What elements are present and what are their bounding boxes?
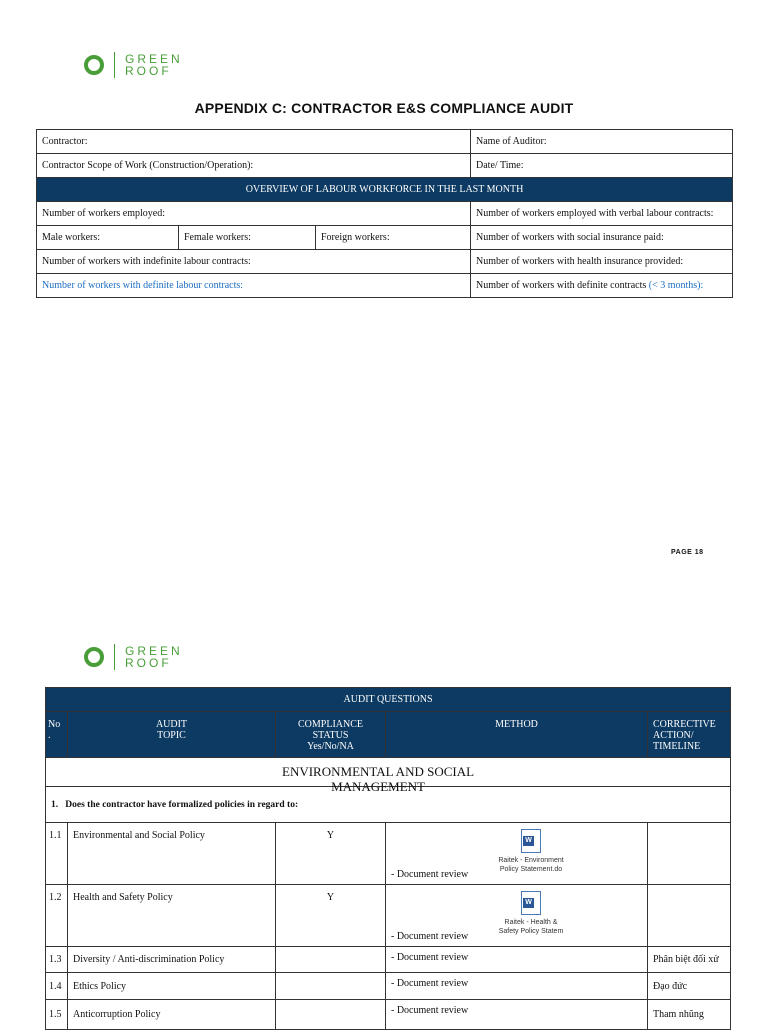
logo: [84, 52, 183, 78]
logo-line-2: ROOF: [125, 64, 172, 78]
method-text: - Document review: [391, 931, 469, 942]
logo-ring-icon: [84, 55, 104, 75]
logo-line-1: GREEN: [125, 644, 183, 658]
short-contract-cell: Number of workers with definite contracts (< 3 months):: [471, 274, 733, 298]
definite-cell: Number of workers with definite labour contracts:: [37, 274, 471, 298]
table-row: 1.4 Ethics Policy - Document review Đạo đức: [46, 973, 731, 1000]
female-cell: Female workers:: [179, 226, 316, 250]
col-topic-header: AUDIT TOPIC: [68, 712, 276, 758]
table-row: 1.2 Health and Safety Policy Y W Raitek - Health & Safety Policy Statem - Document review: [46, 885, 731, 947]
word-document-icon: W: [521, 829, 541, 853]
foreign-cell: Foreign workers:: [316, 226, 471, 250]
logo-line-2: ROOF: [125, 656, 172, 670]
audit-table: [45, 687, 731, 1030]
scope-cell: Contractor Scope of Work (Construction/Operation):: [37, 154, 471, 178]
col-no-header: No .: [46, 712, 68, 758]
health-cell: Number of workers with health insurance provided:: [471, 250, 733, 274]
logo-ring-icon: [84, 647, 104, 667]
method-text: - Document review: [386, 947, 648, 973]
indefinite-cell: Number of workers with indefinite labour contracts:: [37, 250, 471, 274]
table-row: 1.1 Environmental and Social Policy Y W Raitek - Environment Policy Statement.do - Document review: [46, 823, 731, 885]
labour-section-header: OVERVIEW OF LABOUR WORKFORCE IN THE LAST MONTH: [37, 178, 733, 202]
page-title: APPENDIX C: CONTRACTOR E&S COMPLIANCE AUDIT: [194, 100, 574, 116]
es-management-section: ENVIRONMENTAL AND SOCIAL MANAGEMENT: [46, 758, 731, 787]
method-text: - Document review: [391, 869, 469, 880]
method-text: - Document review: [386, 973, 648, 1000]
male-cell: Male workers:: [37, 226, 179, 250]
col-status-header: COMPLIANCE STATUS Yes/No/NA: [276, 712, 386, 758]
contractor-info-table: [36, 129, 733, 298]
page-number: PAGE 18: [671, 549, 704, 556]
verbal-cell: Number of workers employed with verbal labour contracts:: [471, 202, 733, 226]
attachment-environment-policy[interactable]: W Raitek - Environment Policy Statement.do: [496, 829, 566, 874]
social-cell: Number of workers with social insurance paid:: [471, 226, 733, 250]
col-method-header: METHOD: [386, 712, 648, 758]
method-text: - Document review: [386, 1000, 648, 1030]
employed-cell: Number of workers employed:: [37, 202, 471, 226]
auditor-cell: Name of Auditor:: [471, 130, 733, 154]
question-1-row: 1. Does the contractor have formalized policies in regard to:: [46, 787, 731, 823]
audit-questions-header: AUDIT QUESTIONS: [46, 688, 731, 712]
col-action-header: CORRECTIVE ACTION/ TIMELINE: [648, 712, 731, 758]
table-row: 1.3 Diversity / Anti-discrimination Policy - Document review Phân biệt đối xử: [46, 947, 731, 973]
logo-line-1: GREEN: [125, 52, 183, 66]
date-cell: Date/ Time:: [471, 154, 733, 178]
logo: [84, 644, 183, 670]
attachment-health-safety-policy[interactable]: W Raitek - Health & Safety Policy Statem: [496, 891, 566, 936]
word-document-icon: W: [521, 891, 541, 915]
table-row: 1.5 Anticorruption Policy - Document review Tham nhũng: [46, 1000, 731, 1030]
contractor-cell: Contractor:: [37, 130, 471, 154]
